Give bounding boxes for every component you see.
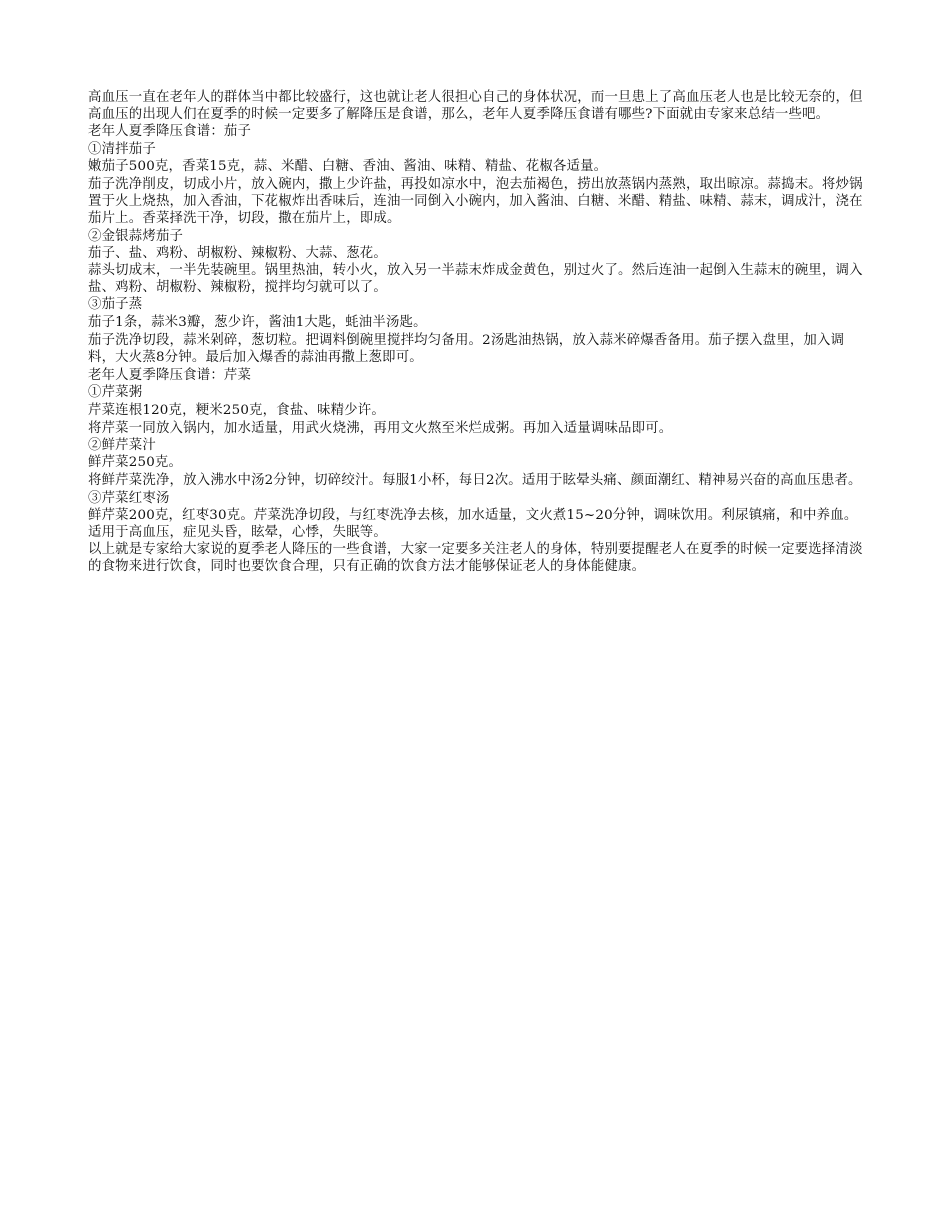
- recipe-title-steamed-eggplant: ③茄子蒸: [88, 297, 143, 313]
- recipe-title-garlic-roast-eggplant: ②金银蒜烤茄子: [88, 228, 184, 244]
- recipe-ingredients-celery-porridge: 芹菜连根120克，粳米250克，食盐、味精少许。: [88, 402, 385, 418]
- section-title-celery: 老年人夏季降压食谱：芹菜: [88, 368, 252, 384]
- recipe-steps-celery-date-soup: 鲜芹菜200克，红枣30克。芹菜洗净切段，与红枣洗净去核，加水适量，文火煮15~20分钟，调味饮用。利尿镇痛，和中养血。适用于高血压，症见头昏，眩晕，心悸，失眠等。: [88, 507, 858, 541]
- recipe-steps-garlic-roast-eggplant: 蒜头切成末，一半先装碗里。锅里热油，转小火，放入另一半蒜末炸成金黄色，别过火了。然后连油一起倒入生蒜末的碗里，调入盐、鸡粉、胡椒粉、辣椒粉，搅拌均匀就可以了。: [88, 263, 863, 296]
- recipe-title-cold-eggplant: ①清拌茄子: [88, 141, 156, 157]
- conclusion-paragraph: 以上就是专家给大家说的夏季老人降压的一些食谱，大家一定要多关注老人的身体，特别要提醒老人在夏季的时候一定要选择清淡的食物来进行饮食，同时也要饮食合理，只有正确的饮食方法才能够保证老人的身体能健康。: [88, 542, 863, 575]
- intro-paragraph: 高血压一直在老年人的群体当中都比较盛行，这也就让老人很担心自己的身体状况，而一旦患上了高血压老人也是比较无奈的，但高血压的出现人们在夏季的时候一定要多了解降压是食谱，那么，老年人夏季降压食谱有哪些?下面就由专家来总结一些吧。: [88, 90, 863, 123]
- article-body: [88, 89, 864, 576]
- recipe-steps-celery-juice: 将鲜芹菜洗净，放入沸水中汤2分钟，切碎绞汁。每服1小杯，每日2次。适用于眩晕头痛、颜面潮红、精神易兴奋的高血压患者。: [88, 473, 862, 489]
- section-title-eggplant: 老年人夏季降压食谱：茄子: [88, 124, 252, 140]
- recipe-ingredients-cold-eggplant: 嫩茄子500克，香菜15克，蒜、米醋、白糖、香油、酱油、味精、精盐、花椒各适量。: [88, 158, 608, 174]
- recipe-ingredients-garlic-roast-eggplant: 茄子、盐、鸡粉、胡椒粉、辣椒粉、大蒜、葱花。: [88, 245, 387, 261]
- recipe-ingredients-celery-juice: 鲜芹菜250克。: [88, 455, 183, 471]
- recipe-title-celery-juice: ②鲜芹菜汁: [88, 438, 156, 454]
- recipe-ingredients-steamed-eggplant: 茄子1条，蒜米3瓣，葱少许，酱油1大匙，蚝油半汤匙。: [88, 314, 427, 330]
- recipe-steps-steamed-eggplant: 茄子洗净切段，蒜米剁碎，葱切粒。把调料倒碗里搅拌均匀备用。2汤匙油热锅，放入蒜米碎爆香备用。茄子摆入盘里，加入调料，大火蒸8分钟。最后加入爆香的蒜油再撒上葱即可。: [88, 332, 845, 366]
- recipe-title-celery-date-soup: ③芹菜红枣汤: [88, 490, 170, 506]
- recipe-steps-cold-eggplant: 茄子洗净削皮，切成小片，放入碗内，撒上少许盐，再投如凉水中，泡去茄褐色，捞出放蒸锅内蒸熟，取出晾凉。蒜捣末。将炒锅置于火上烧热，加入香油，下花椒炸出香味后，连油一同倒入小碗内，加入酱油、白糖、米醋、精盐、味精、蒜末，调成汁，浇在茄片上。香菜择洗干净，切段，撒在茄片上，即成。: [88, 177, 863, 227]
- recipe-steps-celery-porridge: 将芹菜一同放入锅内，加水适量，用武火烧沸，再用文火熬至米烂成粥。再加入适量调味品即可。: [88, 420, 673, 436]
- recipe-title-celery-porridge: ①芹菜粥: [88, 385, 143, 401]
